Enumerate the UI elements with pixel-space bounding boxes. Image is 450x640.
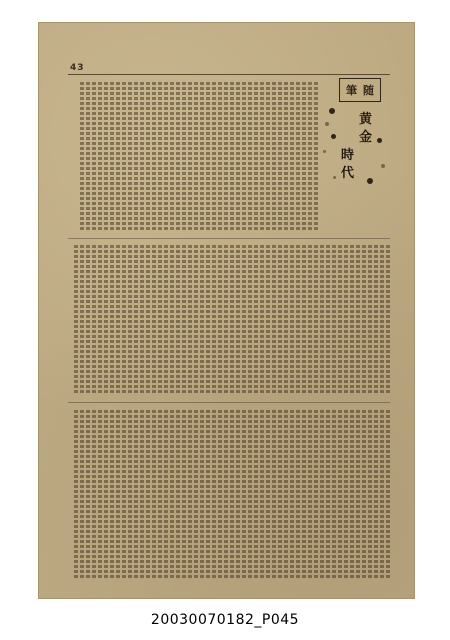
- text-block-bottom: [68, 410, 390, 580]
- column-label-char-0: 随: [363, 84, 374, 97]
- ornament-dot-icon: [381, 164, 385, 168]
- ornament-dot-icon: [333, 176, 336, 179]
- column-heading: [323, 78, 385, 182]
- column-label-char-1: 筆: [346, 84, 357, 97]
- header-rule: [68, 74, 390, 75]
- page-number: 43: [70, 63, 85, 73]
- body-text-bottom: [68, 410, 390, 580]
- block-divider: [68, 238, 390, 239]
- column-label-box: [339, 78, 381, 102]
- headline-char-3: 時: [341, 148, 355, 163]
- body-text-top: [68, 82, 318, 232]
- text-block-middle: [68, 245, 390, 395]
- catalog-id-caption: 20030070182_P045: [150, 612, 300, 628]
- headline-char-2: 金: [359, 130, 373, 145]
- ornament-dot-icon: [367, 178, 373, 184]
- ornament-dot-icon: [323, 150, 326, 153]
- headline-char-4: 代: [341, 166, 355, 181]
- headline-char-1: 黄: [359, 112, 373, 127]
- ornament-dot-icon: [325, 122, 329, 126]
- ornament-dot-icon: [329, 108, 335, 114]
- block-divider: [68, 402, 390, 403]
- ornament-dot-icon: [377, 138, 382, 143]
- ornament-dot-icon: [331, 134, 336, 139]
- magazine-page: [38, 22, 415, 599]
- body-text-middle: [68, 245, 390, 395]
